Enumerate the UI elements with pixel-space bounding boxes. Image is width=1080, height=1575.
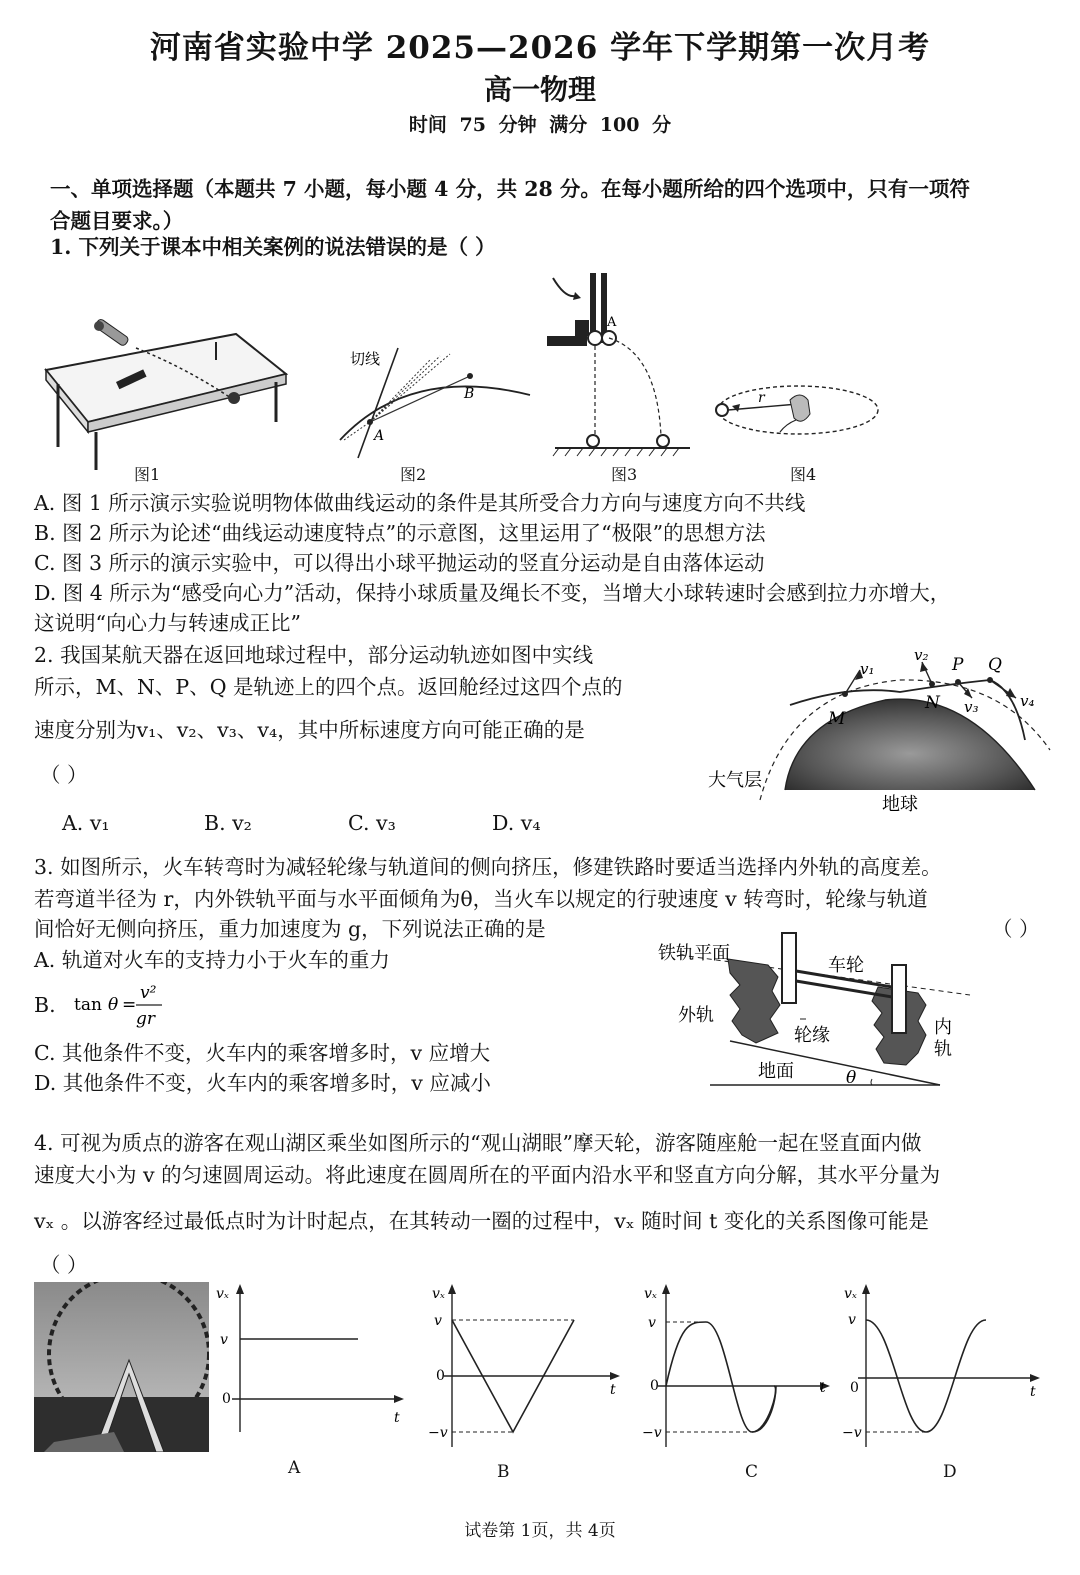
graph-c-t-label: t xyxy=(820,1380,826,1396)
q2-line1: 2. 我国某航天器在返回地球过程中，部分运动轨迹如图中实线 xyxy=(34,643,594,667)
q1-option-a: A. 图 1 所示演示实验说明物体做曲线运动的条件是其所受合力方向与速度方向不共线 xyxy=(34,491,806,515)
graph-b-v-tick: v xyxy=(434,1313,442,1329)
page-footer: 试卷第 1页，共 4页 xyxy=(464,1521,616,1541)
graph-d-y-label: vₓ xyxy=(844,1286,857,1302)
q4-graph-b xyxy=(428,1282,628,1452)
graph-b-y-label: vₓ xyxy=(432,1286,445,1302)
svg-text:θ: θ xyxy=(108,995,119,1015)
section-heading-line2: 合题目要求。） xyxy=(50,209,184,233)
q2-option-b: B. v₂ xyxy=(204,811,252,835)
q1-option-d-cont: 这说明“向心力与转速成正比” xyxy=(34,611,301,635)
q1-fig3-label-a: A xyxy=(607,315,617,330)
q4-line1: 4. 可视为质点的游客在观山湖区乘坐如图所示的“观山湖眼”摩天轮，游客随座舱一起在竖直面内做 xyxy=(34,1131,922,1155)
q4-graph-a xyxy=(212,1282,412,1447)
graph-b-t-label: t xyxy=(610,1382,616,1398)
graph-c-zero: 0 xyxy=(650,1378,659,1394)
section-heading-line1: 一、单项选择题（本题共 7 小题，每小题 4 分，共 28 分。在每小题所给的四个选项中，只有一项符 xyxy=(50,177,970,201)
q2-bracket: （ ） xyxy=(40,763,88,787)
svg-text:v²: v² xyxy=(140,983,157,1003)
q3-label-theta: θ xyxy=(846,1068,857,1088)
q2-earth-label: 地球 xyxy=(882,794,918,815)
graph-d-zero: 0 xyxy=(850,1380,859,1396)
q3-label-outer: 外轨 xyxy=(678,1005,714,1026)
q3-label-ground: 地面 xyxy=(758,1061,794,1082)
graph-c-negv-tick: −v xyxy=(642,1425,662,1441)
q3-option-c: C. 其他条件不变，火车内的乘客增多时，v 应增大 xyxy=(34,1041,491,1065)
q2-figure xyxy=(700,640,1070,815)
q2-label-v3: v₃ xyxy=(964,698,979,716)
q2-label-v2: v₂ xyxy=(914,646,929,664)
q1-fig2-point-b: B xyxy=(464,386,475,402)
exam-title: 河南省实验中学 2025—2026 学年下学期第一次月考 xyxy=(149,30,931,66)
svg-text:=: = xyxy=(122,995,137,1015)
q4-bracket: （ ） xyxy=(40,1253,88,1277)
q1-fig2-tangent-label: 切线 xyxy=(350,350,381,368)
q2-label-v4: v₄ xyxy=(1020,692,1035,710)
q2-line2: 所示，M、N、P、Q 是轨迹上的四个点。返回舱经过这四个点的 xyxy=(34,675,623,699)
q1-fig3-caption: 图3 xyxy=(611,465,638,484)
q3-bracket: （ ） xyxy=(992,917,1040,941)
q3-label-rail-plane: 铁轨平面 xyxy=(658,943,730,964)
q1-fig4-caption: 图4 xyxy=(790,465,817,484)
q4-graph-c-label: C xyxy=(745,1462,759,1482)
q3-label-wheel: 车轮 xyxy=(828,955,864,976)
graph-a-zero: 0 xyxy=(222,1391,231,1407)
q3-option-b-formula xyxy=(70,978,190,1038)
q3-label-inner-1: 内 xyxy=(934,1017,952,1038)
graph-c-y-label: vₓ xyxy=(644,1286,657,1302)
q4-graph-c xyxy=(640,1282,840,1452)
q3-option-b-label: B. xyxy=(34,993,56,1017)
q4-line2: 速度大小为 v 的匀速圆周运动。将此速度在圆周所在的平面内沿水平和竖直方向分解，其水平分量为 xyxy=(34,1163,941,1187)
q1-stem: 1. 下列关于课本中相关案例的说法错误的是（ ） xyxy=(50,235,496,259)
graph-a-v-tick: v xyxy=(220,1332,228,1348)
q3-line2: 若弯道半径为 r，内外铁轨平面与水平面倾角为θ，当火车以规定的行驶速度 v 转弯时，轮缘与轨道 xyxy=(34,887,928,911)
q3-figure xyxy=(650,925,980,1090)
graph-d-v-tick: v xyxy=(848,1312,856,1328)
q1-option-d: D. 图 4 所示为“感受向心力”活动，保持小球质量及绳长不变，当增大小球转速时会感到拉力亦增大， xyxy=(34,581,951,605)
q2-option-a: A. v₁ xyxy=(62,811,110,835)
q3-option-a: A. 轨道对火车的支持力小于火车的重力 xyxy=(34,948,390,972)
q4-graph-d-label: D xyxy=(943,1462,957,1482)
ferris-wheel-photo xyxy=(34,1282,209,1452)
svg-text:gr: gr xyxy=(136,1009,156,1029)
q4-line3: vₓ 。以游客经过最低点时为计时起点，在其转动一圈的过程中，vₓ 随时间 t 变化的关系图像可能是 xyxy=(34,1209,929,1233)
q1-fig2-caption: 图2 xyxy=(400,465,427,484)
q2-point-q: Q xyxy=(988,655,1002,675)
q2-point-n: N xyxy=(925,693,940,713)
graph-c-v-tick: v xyxy=(648,1315,656,1331)
graph-d-t-label: t xyxy=(1030,1384,1036,1400)
graph-a-t-label: t xyxy=(394,1410,400,1426)
exam-meta: 时间 75 分钟 满分 100 分 xyxy=(408,114,672,136)
exam-subject: 高一物理 xyxy=(483,73,596,106)
q2-point-p: P xyxy=(952,655,964,675)
q3-line1: 3. 如图所示，火车转弯时为减轻轮缘与轨道间的侧向挤压，修建铁路时要适当选择内外轨的高度差。 xyxy=(34,855,942,879)
q3-label-inner-2: 轨 xyxy=(934,1039,952,1060)
q3-option-d: D. 其他条件不变，火车内的乘客增多时，v 应减小 xyxy=(34,1071,491,1095)
q1-figure-3 xyxy=(545,268,695,463)
q1-option-b: B. 图 2 所示为论述“曲线运动速度特点”的示意图，这里运用了“极限”的思想方法 xyxy=(34,521,766,545)
q2-option-c: C. v₃ xyxy=(348,811,396,835)
graph-b-zero: 0 xyxy=(436,1368,445,1384)
q1-fig2-point-a: A xyxy=(374,428,385,444)
q4-graph-d xyxy=(840,1282,1050,1452)
q3-label-flange: 轮缘 xyxy=(794,1025,830,1046)
q2-atmosphere-label: 大气层 xyxy=(708,770,762,791)
graph-d-negv-tick: −v xyxy=(842,1425,862,1441)
q1-figure-4 xyxy=(710,380,885,450)
q4-graph-b-label: B xyxy=(497,1462,510,1482)
q2-point-m: M xyxy=(828,709,846,729)
q1-fig1-caption: 图1 xyxy=(134,465,161,484)
graph-b-negv-tick: −v xyxy=(428,1425,448,1441)
q1-fig4-label-r: r xyxy=(758,390,765,406)
q4-graph-a-label: A xyxy=(288,1458,301,1478)
q2-line3: 速度分别为v₁、v₂、v₃、v₄，其中所标速度方向可能正确的是 xyxy=(34,718,585,742)
svg-text:tan: tan xyxy=(74,995,102,1015)
q3-line3: 间恰好无侧向挤压，重力加速度为 g，下列说法正确的是 xyxy=(34,917,546,941)
graph-a-y-label: vₓ xyxy=(216,1286,229,1302)
q1-figure-1 xyxy=(36,312,296,482)
q2-label-v1: v₁ xyxy=(860,660,875,678)
q1-option-c: C. 图 3 所示的演示实验中，可以得出小球平抛运动的竖直分运动是自由落体运动 xyxy=(34,551,765,575)
q2-option-d: D. v₄ xyxy=(492,811,541,835)
q1-figure-2 xyxy=(330,340,560,460)
